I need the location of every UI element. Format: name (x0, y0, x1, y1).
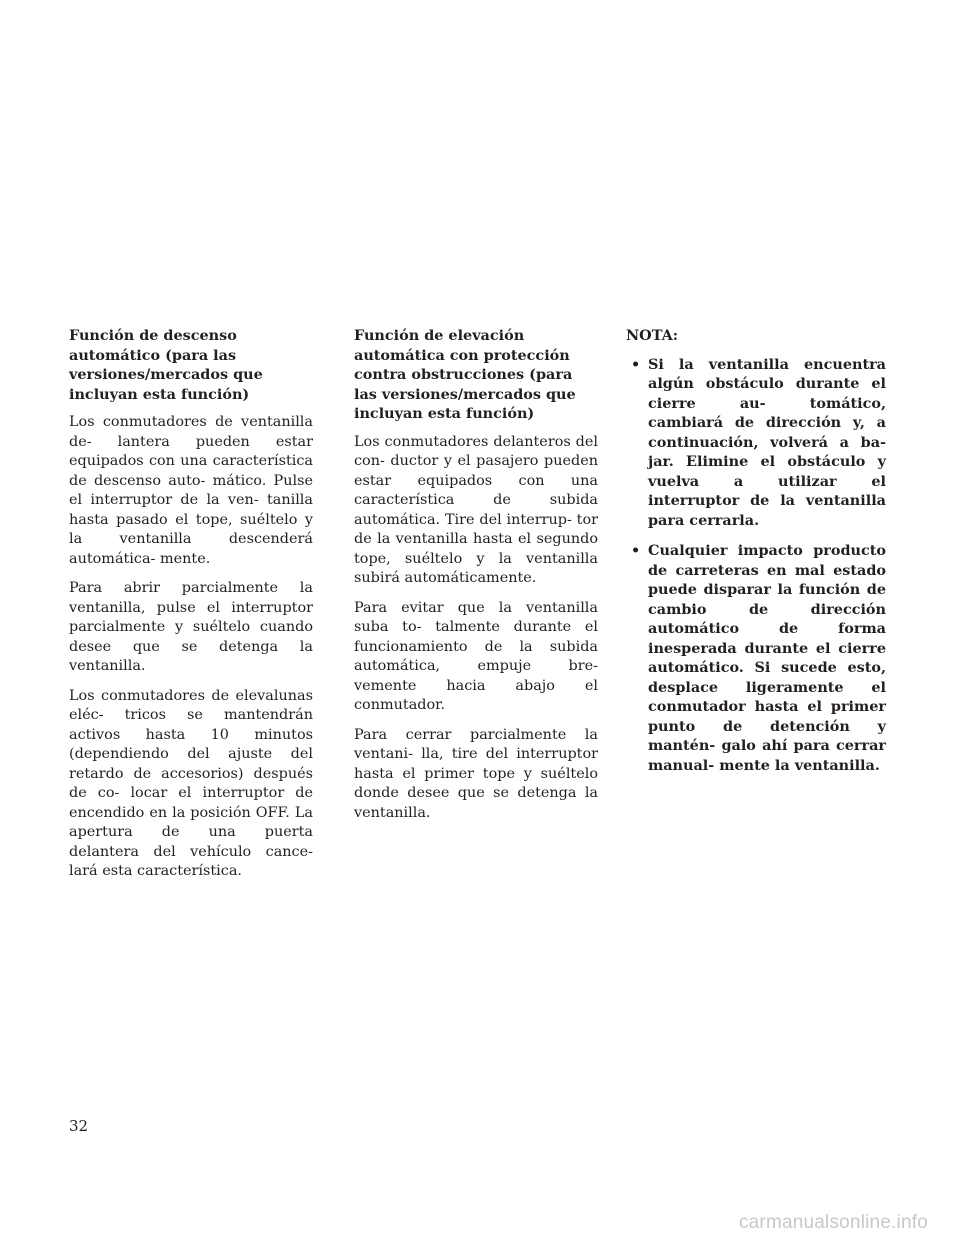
column-auto-down (69, 326, 313, 892)
column-auto-up (354, 326, 598, 833)
note-text: Si la ventanilla encuentra algún obstáculo durante el cierre au- tomático, cambiará de dirección y, a continuación, volverá a ba- jar. Elimine el obstáculo y vuelva a utilizar el interruptor de la ventanilla para cerrarla. (648, 355, 886, 529)
paragraph: Los conmutadores delanteros del con- ductor y el pasajero pueden estar equipados con una característica de subida automática. Tire del interrup- tor de la ventanilla hasta el segundo tope, suéltelo y la ventanilla subirá automáticamente. (354, 433, 598, 586)
paragraph: Para evitar que la ventanilla suba to- talmente durante el funcionamiento de la subida automática, empuje bre- vemente hacia abajo el conmutador. (354, 599, 598, 713)
page-number: 32 (69, 1117, 89, 1135)
bullet-icon: • (631, 355, 641, 373)
note-list (626, 355, 886, 776)
paragraph: Para cerrar parcialmente la ventani- lla, tire del interruptor hasta el primer tope y suéltelo donde desee que se detenga la ventanilla. (354, 726, 598, 821)
note-item (626, 355, 886, 531)
column-note (626, 326, 886, 786)
section-heading-auto-down: Función de descenso automático (para las versiones/mercados que incluyan esta función) (69, 327, 263, 403)
paragraph: Los conmutadores de ventanilla de- lantera pueden estar equipados con una característica de descenso auto- mático. Pulse el interruptor de la ven- tanilla hasta pasado el tope, suéltelo y la ventanilla descenderá automática- mente. (69, 414, 313, 567)
paragraph: Para abrir parcialmente la ventanilla, pulse el interruptor parcialmente y suéltelo cuando desee que se detenga la ventanilla. (69, 580, 313, 674)
note-text: Cualquier impacto producto de carreteras en mal estado puede disparar la función de cambio de dirección automático de forma inesperada durante el cierre automático. Si sucede esto, desplace ligeramente el conmutador hasta el primer punto de detención y mantén- galo ahí para cerrar manual- mente la ventanilla. (648, 542, 886, 774)
watermark: carmanualsonline.info (738, 1212, 928, 1233)
section-heading-auto-up: Función de elevación automática con protección contra obstrucciones (para las versiones/mercados que incluyan esta función) (354, 327, 576, 422)
note-title: NOTA: (626, 327, 679, 344)
bullet-icon: • (631, 542, 641, 559)
note-item (626, 541, 886, 775)
paragraph: Los conmutadores de elevalunas eléc- tricos se mantendrán activos hasta 10 minutos (dependiendo del ajuste del retardo de accesorios) después de co- locar el interruptor de encendido en la posición OFF. La apertura de una puerta delantera del vehículo cance- lará esta característica. (69, 687, 313, 879)
